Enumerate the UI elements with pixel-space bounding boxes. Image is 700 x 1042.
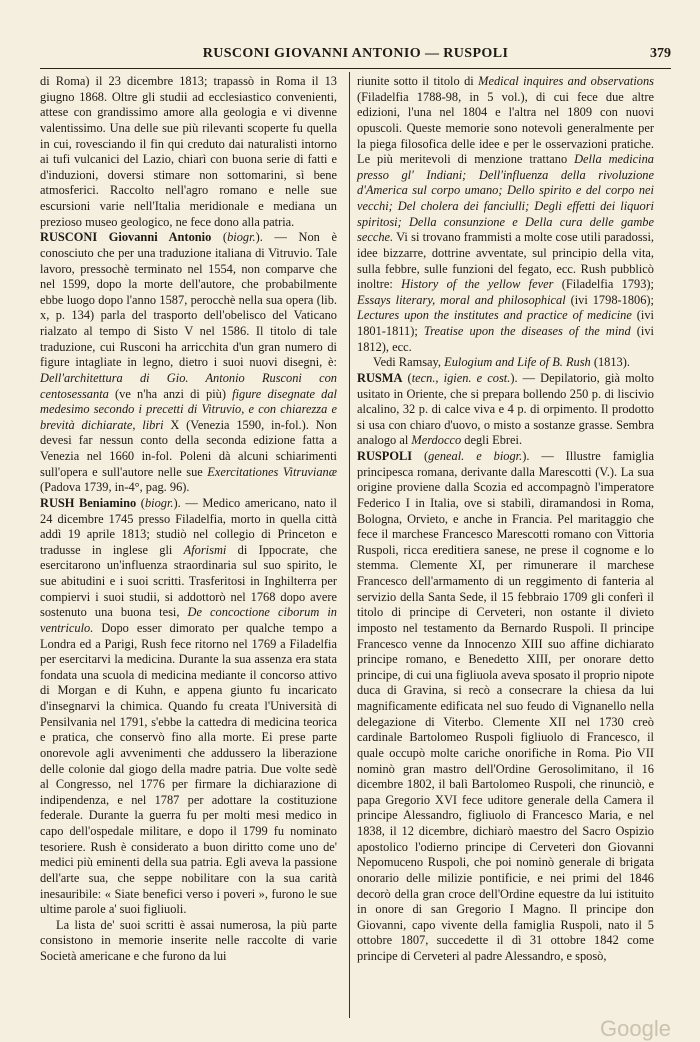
entry-text: (Filadelfia 1793); <box>553 277 655 292</box>
entry-headword: RUSH Beniamino <box>40 495 137 510</box>
rush-reference-paragraph <box>357 355 654 371</box>
scan-watermark: Google <box>600 1016 671 1041</box>
entry-text: (Padova 1739, in-4°, pag. 96). <box>40 480 190 495</box>
entry-rusconi-giovanni-antonio <box>40 230 337 496</box>
entry-rush-beniamino <box>40 496 337 918</box>
tag-paren-close: ). <box>510 370 518 385</box>
italic-title: Eulogium and Life of B. Rush <box>444 355 591 370</box>
entry-text: Dopo esser dimorato per qualche tempo a Londra ed a Parigi, Rush fece ritorno nel 1769 a Filadelfia per esercitarvi la medicina. Durante la sua assenza era stata fondata una scuola di medicina mediante il concorso attivo di Morgan e di Kuhn, e appena giunto fu incaricato d'insegnarvi la chimica. Quando fu creata l'Università di Pensilvania nel 1791, s'ebbe la cattedra di medicina teorica e pratica, che conservò fino alla morte. Ei prese parte onorevole agli avvenimenti che addussero la liberazione delle colonie dal giogo della madre patria. Due volte sedè al Congresso, nel 1776 per firmare la dichiarazione di indipendenza, e nel 1787 per adottare la costituzione federale. Durante la guerra fu per molti mesi medico in capo dell'ospedale militare, e dopo il 1799 fu nominato tesoriere. Rush è considerato a buon diritto come uno de' medici più eminenti della sua patria. Egli aveva la passione dell'arte sua, che seppe nobilitare con la sua carità inesauribile: « Siate benefici verso i poveri », furono le sue ultime parole a' suoi figliuoli. <box>40 620 337 917</box>
entry-text: Vedi Ramsay, <box>373 355 445 370</box>
tag-paren-open: ( <box>402 370 412 385</box>
italic-title: Treatise upon the diseases of the mind <box>423 324 631 338</box>
entry-text: (1813). <box>590 355 630 370</box>
right-column <box>357 74 654 965</box>
italic-title: Exercitationes Vitruvianæ <box>207 464 338 479</box>
running-header <box>40 46 671 66</box>
rush-writings-paragraph: La lista de' suoi scritti è assai numerosa, la più parte consistono in memorie inserite nelle raccolte di varie Società americane e che furono da lui <box>40 917 337 963</box>
entry-text: X (Venezia 1590, in-fol.). Non devesi far nessun conto della seconda edizione fatta a Venezia nel 1660 in-fol. Poleni dà alcuni schiarimenti sull'opera e sull'autore nelle sue <box>40 417 337 479</box>
page-number: 379 <box>650 46 671 61</box>
entry-text: — Non è conosciuto che per una traduzione italiana di Vitruvio. Tale lavoro, pressochè terminato nel 1554, non comparve che nel 1599, dopo la morte dell'autore, che probabilmente ebbe luogo dopo l'anno 1587, perocchè nella sua opera (lib. x, p. 134) parla del trasporto dell'obelisco del Vaticano rialzato al tempo di Sisto V nel 1586. Il titolo di tale traduzione, cui Rusconi ha arricchita d'un gran numero di figure intagliate in legno, dietro i suoi nuovi disegni, è: <box>40 230 337 370</box>
entry-text: — Depilatorio, già molto usitato in Oriente, che si prepara bollendo 250 p. di liscivio alcalino, 32 p. di calce viva e 4 p. di orpimento. Il prodotto si usa con chiaro d'uovo, o misto a sostanze grasse. Sembra analogo al <box>357 370 654 448</box>
entry-headword: RUSMA <box>357 370 403 385</box>
tag-paren-close: ). <box>173 495 181 510</box>
entry-ruspoli <box>357 449 654 965</box>
italic-title: Aforismi <box>183 542 227 557</box>
entry-headword: RUSPOLI <box>357 449 413 463</box>
italic-title: Merdocco <box>411 433 462 448</box>
entry-category-tag: biogr. <box>227 230 256 245</box>
entry-text: (ivi 1812), ecc. <box>357 324 654 354</box>
entry-category-tag: biogr. <box>144 495 174 510</box>
left-column <box>40 74 337 965</box>
italic-title: Della medicina presso gl' Indiani; Dell'influenza della rivoluzione d'America sul corpo umano; Dello spirito e del corpo nei vecchi; Del cholera dei fanciulli; Degli effetti dei liquori spiritosi; Della consunzione e Della cura delle gambe secche. <box>357 152 654 245</box>
rush-continuation-paragraph <box>357 74 654 355</box>
italic-title: Lectures upon the institutes and practice of medicine <box>357 308 632 323</box>
entry-text: — Medico americano, nato il 24 dicembre 1745 presso Filadelfia, morto in quella città addì 19 aprile 1813; studiò nel collegio di Princeton e tradusse in inglese gli <box>40 495 337 557</box>
header-rule <box>40 68 671 69</box>
column-divider <box>349 72 350 1018</box>
entry-text: Vi si trovano frammisti a molte cose utili paradossi, idee bizzarre, dottrine avventate, sul principio della vita, sulla febbre, sulle funzioni del fegato, ecc. Rush pubblicò inoltre: <box>357 230 654 292</box>
entry-text: (ivi 1801-1811); <box>357 308 654 338</box>
entry-text: (ivi 1798-1806); <box>565 292 654 307</box>
entry-text: — Illustre famiglia principesca romana, derivante dalla Marescotti (V.). La sua origine proviene dalla Scozia ed accompagnò l'imperatore Federico I in Italia, ove si stabilì, diramandosi in Roma, Bologna, Orvieto, e anche in Francia. Pel maritaggio che fece il marchese Francesco Marescotti romano con Vittoria Ruspoli, ricca ereditiera sanese, ne prese il cognome e lo stemma. Clemente XI, per rimunerare il marchese Francesco dell'armamento di un reggimento di fanteria al servizio della Santa Sede, il 15 febbraio 1709 gli conferì il titolo di principe di Cerveteri, non ostante il divieto imposto nel testamento da Bernardo Ruspoli. Il principe Francesco venne da Innocenzo XIII suo affine dichiarato principe romano, e Benedetto XIII, per onorare detto principe, di cui una figliuola aveva sposato il proprio nipote duca di Gravina, si recò a consecrare la chiesa da lui magnificamente edificata nel suo feudo di Vignanello nella delegazione di Viterbo. Clemente XII nel 1730 creò cardinale Bartolomeo Ruspoli figliuolo di Francesco, il quale occupò molte cariche onorifiche in Roma. Pio VII nominò gran mastro dell'Ordine Gerosolimitano, il 16 dicembre 1802, il balì Bartolomeo Ruspoli, che rinunciò, e papa Gregorio XVI fece uditore generale della Camera il principe Alessandro, figliuolo di Francesco Maria, e nel 1838, il 12 dicembre, dichiarò maestro del Sacro Ospizio apostolico l'odierno principe di Cerveteri don Giovanni Nepomuceno Ruspoli, che poi nominò generale di brigata onorario delle milizie pontificie, e nei primi del 1846 decorò della gran croce dell'Ordine equestre da lui istituito in onore di san Gregorio I Magno. Il principe don Giovanni, capo vivente della famiglia Ruspoli, nato il 5 ottobre 1807, succedette il dì 31 ottobre 1842 come principe di Cerveteri al padre Alessandro, e sposò, <box>357 449 654 963</box>
entry-text: (ve n'ha anzi di più) <box>108 386 233 401</box>
italic-title: De concoctione ciborum in ventriculo. <box>40 605 337 635</box>
entry-text: riunite sotto il titolo di <box>357 74 479 88</box>
entry-text: degli Ebrei. <box>461 433 523 448</box>
tag-paren-open: ( <box>136 495 145 510</box>
italic-title: History of the yellow fever <box>401 277 554 292</box>
italic-title: Dell'architettura di Gio. Antonio Rusconi con centosessanta <box>40 370 337 401</box>
entry-text: (Filadelfia 1788-98, in 5 vol.), di cui fece due altre edizioni, l'una nel 1804 e l'altra nel 1809 con nuovi opuscoli. Queste memorie sono notevoli generalmente per la piega filosofica delle idee e per le osservazioni pratiche. Le più meritevoli di menzione trattano <box>357 89 654 167</box>
entry-category-tag: geneal. e biogr. <box>428 449 523 463</box>
tag-paren-close: ). <box>255 230 263 245</box>
entry-headword: RUSCONI Giovanni Antonio <box>40 230 212 245</box>
italic-title: Essays literary, moral and philosophical <box>357 292 566 307</box>
tag-paren-open: ( <box>412 449 429 463</box>
italic-title: Medical inquires and observations <box>478 74 654 88</box>
tag-paren-close: ). <box>522 449 530 463</box>
running-title: RUSCONI GIOVANNI ANTONIO — RUSPOLI <box>202 46 509 61</box>
entry-category-tag: tecn., igien. e cost. <box>411 370 511 385</box>
italic-title: figure disegnate dal medesimo secondo i precetti di Vitruvio, e con chiarezza e brevità dichiarate, libri <box>40 386 337 432</box>
rusconi-continuation-paragraph: di Roma) il 23 dicembre 1813; trapassò in Roma il 13 giugno 1868. Oltre gli studii ad ecclesiastico convenienti, attese con grandissimo amore alla geologia e vi divenne valentissimo. Una delle sue più rilevanti scoperte fu quella in cui, rovesciando il fin qui creduto dai naturalisti intorno ai tufi vulcanici del Lazio, chiarì con buona serie di fatti e d'induzioni, doversi stimare non sottomarini, sì bene atmosferici. Raccolto nell'agro romano e nelle sue escursioni varie nell'Italia meridionale e mediana un prezioso museo geologico, ne fece dono alla patria. <box>40 74 337 229</box>
entry-rusma <box>357 371 654 449</box>
tag-paren-open: ( <box>211 230 228 245</box>
entry-text: di Ippocrate, che esercitarono un'influenza straordinaria sul suo spirito, le sue abitudini e i suoi scritti. Trasferitosi in Inghilterra per compiervi i suoi studii, si addottorò nel 1768 dopo avere sostenuto una buona tesi, <box>40 542 337 620</box>
